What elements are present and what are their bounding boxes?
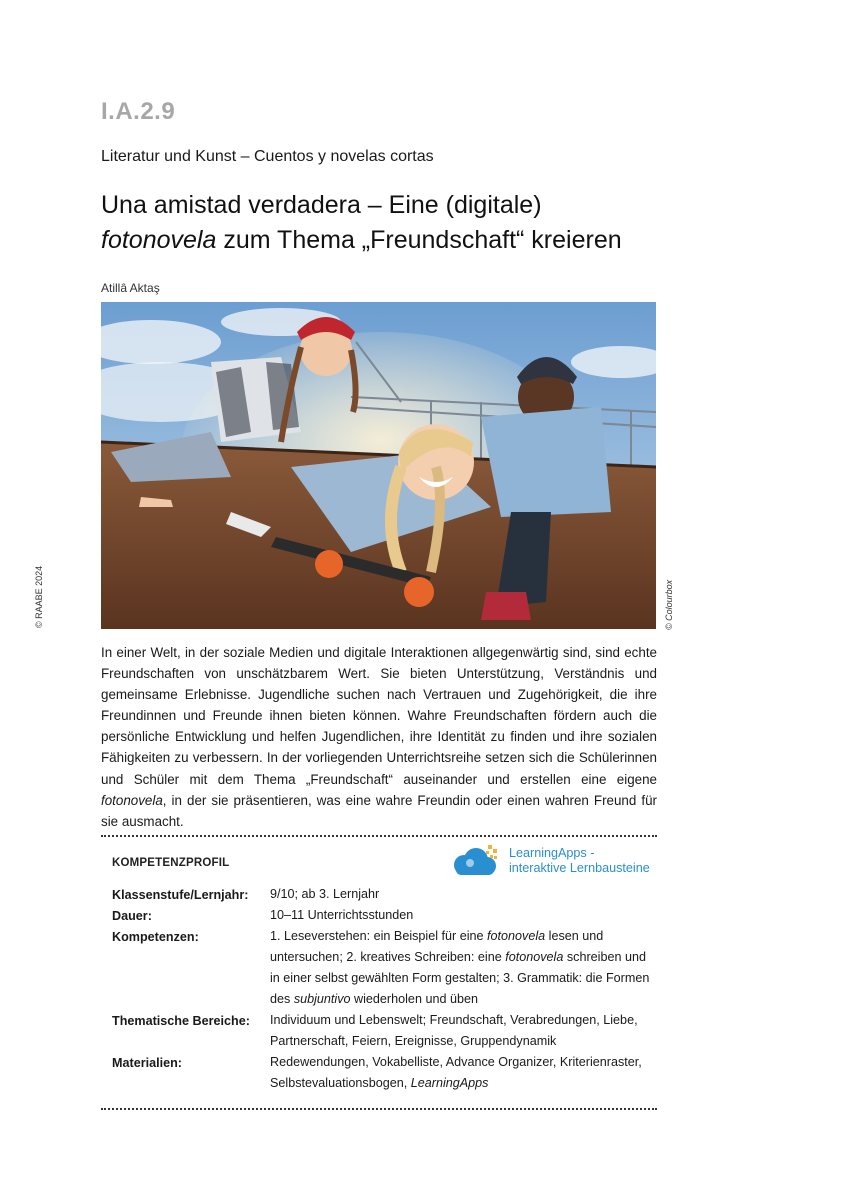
learningapps-logo-text <box>509 846 650 875</box>
value-grade: 9/10; ab 3. Lernjahr <box>270 887 380 901</box>
divider-bottom <box>101 1108 657 1110</box>
competences-text-2: lesen und untersuchen; 2. kreatives Schreiben: eine <box>270 929 604 964</box>
label-topics: Thematische Bereiche: <box>112 1014 250 1028</box>
series-subtitle: Literatur und Kunst – Cuentos y novelas cortas <box>101 148 434 165</box>
competences-text-3: schreiben und in einer selbst gewählten Form gestalten; 3. Grammatik: die Formen des <box>270 950 650 1006</box>
competences-italic-1: fotonovela <box>487 929 546 943</box>
logo-line-2: interaktive Lernbausteine <box>509 860 650 875</box>
friends-skateboard-photo <box>101 302 656 629</box>
title-line-1: Una amistad verdadera – Eine (digitale) <box>101 191 542 219</box>
title-line-2-rest: zum Thema „Freundschaft“ kreieren <box>216 226 622 254</box>
logo-line-1: LearningApps - <box>509 846 595 860</box>
label-materials: Materialien: <box>112 1056 182 1070</box>
label-competences: Kompetenzen: <box>112 930 199 944</box>
competences-text-1: 1. Leseverstehen: ein Beispiel für eine <box>270 929 488 943</box>
title-line-2 <box>101 223 701 258</box>
unit-code: I.A.2.9 <box>101 98 176 125</box>
intro-paragraph <box>101 642 657 832</box>
intro-text-part-2: , in der sie präsentieren, was eine wahre Freundin oder einen wahren Freund für sie ausmacht. <box>101 792 657 829</box>
intro-text-part-1: In einer Welt, in der soziale Medien und digitale Interaktionen allgegenwärtig sind, sind echte Freundschaften von unschätzbarem Wert. Sie bieten Unterstützung, Verständnis und gemeinsame Erlebnisse. Jugendliche suchen nach Vertrauen und Zugehörigkeit, die ihre Freundinnen und Freunde ihnen bieten können. Wahre Freundschaften fördern auch die persönliche Entwicklung und helfen Jugendlichen, ihre Identität zu finden und ihre sozialen Fähigkeiten zu verbessern. In der vorliegenden Unterrichtsreihe setzen sich die Schülerinnen und Schüler mit dem Thema „Freundschaft“ auseinander und erstellen eine eigene <box>101 645 657 787</box>
label-duration: Dauer: <box>112 909 152 923</box>
copyright-raabe: © RAABE 2024 <box>34 565 44 628</box>
profile-heading: KOMPETENZPROFIL <box>112 857 230 869</box>
label-grade: Klassenstufe/Lernjahr: <box>112 888 249 902</box>
competences-italic-2: fotonovela <box>505 950 564 964</box>
photo-credit: © Colourbox <box>664 579 674 630</box>
value-topics: Individuum und Lebenswelt; Freundschaft, Verabredungen, Liebe, Partnerschaft, Feiern, Ereignisse, Gruppendynamik <box>270 1013 638 1048</box>
materials-text: Redewendungen, Vokabelliste, Advance Organizer, Kriterienraster, Selbstevaluationsbogen, <box>270 1055 642 1090</box>
value-materials <box>270 1052 655 1094</box>
divider-top <box>101 835 657 837</box>
competences-italic-3: subjuntivo <box>293 992 351 1006</box>
materials-italic: LearningApps <box>410 1076 489 1090</box>
value-competences <box>270 926 655 1010</box>
value-duration: 10–11 Unterrichtsstunden <box>270 908 414 922</box>
intro-italic-word: fotonovela <box>101 792 163 808</box>
learningapps-cloud-icon <box>450 843 498 877</box>
title-italic-word: fotonovela <box>101 226 217 254</box>
page-title <box>101 188 701 258</box>
competences-text-4: wiederholen und üben <box>350 992 478 1006</box>
author-name: Atillâ Aktaş <box>101 281 160 295</box>
